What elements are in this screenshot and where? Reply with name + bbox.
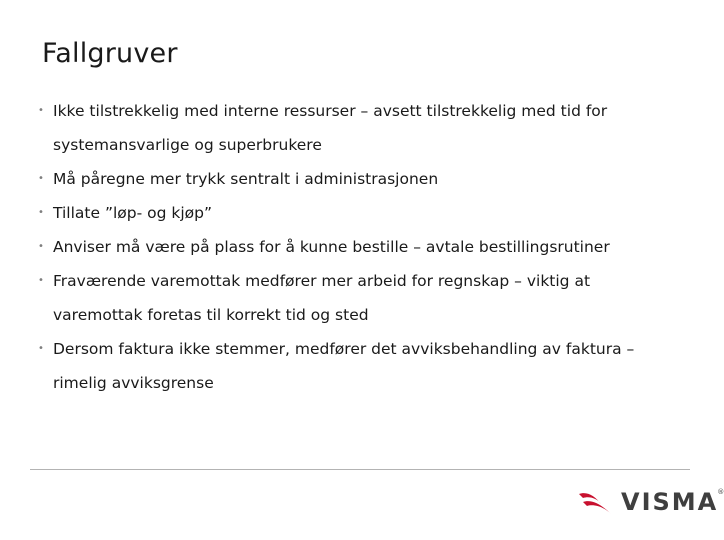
bullet-item [38, 162, 678, 196]
bullet-item [38, 230, 678, 264]
bullet-item [38, 264, 678, 332]
logo-wordmark: VISMA [621, 488, 719, 516]
slide-title: Fallgruver [42, 38, 178, 69]
bullet-icon: • [38, 241, 44, 252]
bullet-text: Fraværende varemottak medfører mer arbeid for regnskap – viktig at varemottak foretas til korrekt tid og sted [53, 272, 591, 324]
registered-mark: ® [717, 488, 724, 496]
bullet-item [38, 94, 678, 162]
bullet-item [38, 196, 678, 230]
bullet-icon: • [38, 275, 44, 286]
bullet-icon: • [38, 173, 44, 184]
bullet-list [38, 94, 678, 400]
bullet-icon: • [38, 207, 44, 218]
bullet-text: Anviser må være på plass for å kunne bestille – avtale bestillingsrutiner [53, 238, 610, 256]
bullet-text: Må påregne mer trykk sentralt i administrasjonen [53, 170, 439, 188]
bullet-icon: • [38, 105, 44, 116]
bullet-text: Dersom faktura ikke stemmer, medfører det avviksbehandling av faktura – rimelig avviksgrense [53, 340, 635, 392]
bullet-icon: • [38, 343, 44, 354]
bullet-item [38, 332, 678, 400]
footer-divider [30, 469, 690, 470]
bullet-text: Ikke tilstrekkelig med interne ressurser – avsett tilstrekkelig med tid for systemansvarlige og superbrukere [53, 102, 608, 154]
visma-swoosh-icon [577, 488, 615, 516]
bullet-text: Tillate ”løp- og kjøp” [53, 204, 213, 222]
visma-logo [577, 486, 724, 518]
